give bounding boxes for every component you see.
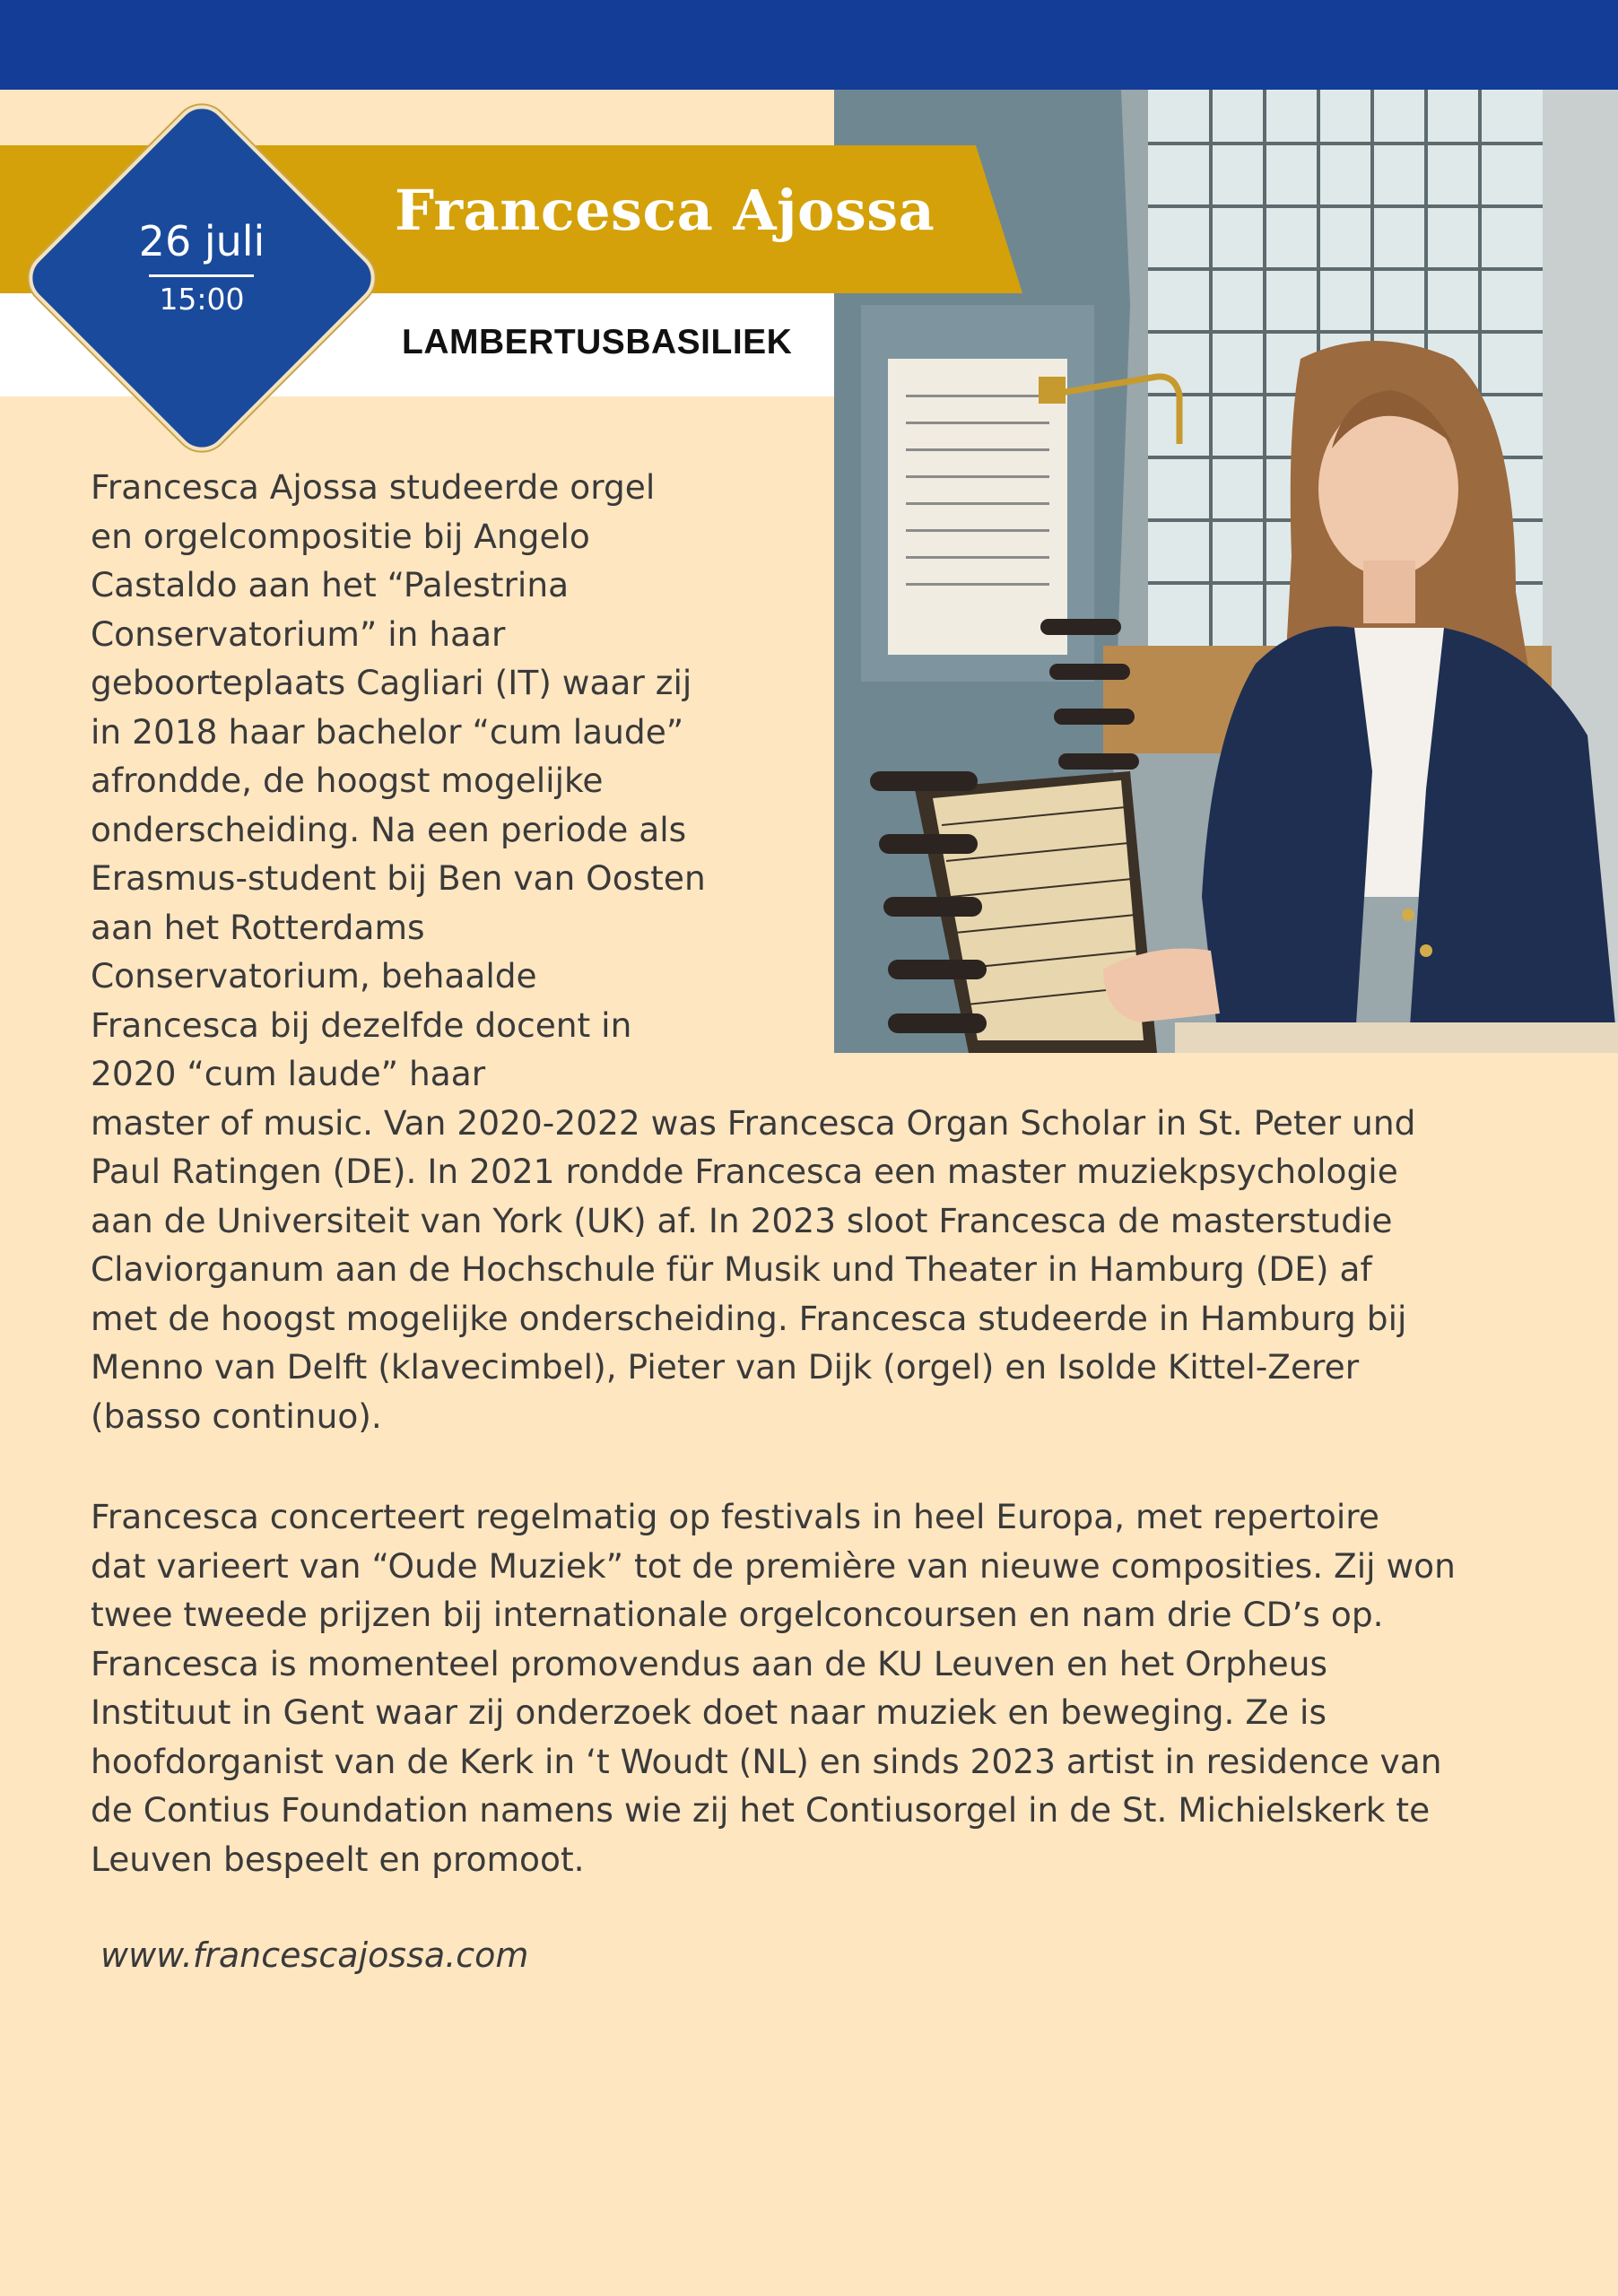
bio-line: Francesca Ajossa studeerde orgel: [91, 467, 656, 507]
bio-line: Instituut in Gent waar zij onderzoek doet naar muziek en beweging. Ze is: [91, 1692, 1327, 1732]
performer-name: Francesca Ajossa: [395, 178, 935, 243]
date-divider: [149, 274, 254, 277]
bio-line: Francesca bij dezelfde docent in: [91, 1004, 632, 1045]
bio-line: Francesca concerteert regelmatig op festivals in heel Europa, met repertoire: [91, 1497, 1379, 1536]
bio-line: aan de Universiteit van York (UK) af. In 2023 sloot Francesca de masterstudie: [91, 1200, 1393, 1240]
top-bar: [0, 0, 1618, 90]
venue-label: LAMBERTUSBASILIEK: [402, 323, 793, 361]
bio-line: Paul Ratingen (DE). In 2021 rondde Francesca een master muziekpsychologie: [91, 1152, 1398, 1191]
bio-line: Castaldo aan het “Palestrina: [91, 565, 570, 604]
bio-line: Claviorganum aan de Hochschule für Musik und Theater in Hamburg (DE) af: [91, 1249, 1372, 1289]
event-time: 15:00: [159, 282, 245, 317]
bio-line: in 2018 haar bachelor “cum laude”: [91, 711, 684, 752]
bio-line: afrondde, de hoogst mogelijke: [91, 761, 604, 800]
bio-line: Erasmus-student bij Ben van Oosten: [91, 858, 706, 898]
bio-line: en orgelcompositie bij Angelo: [91, 516, 590, 556]
bio-line: master of music. Van 2020-2022 was Francesca Organ Scholar in St. Peter und: [91, 1102, 1416, 1143]
bio-line: twee tweede prijzen bij internationale orgelconcoursen en nam drie CD’s op.: [91, 1595, 1384, 1634]
bio-line: hoofdorganist van de Kerk in ‘t Woudt (NL) en sinds 2023 artist in residence van: [91, 1741, 1442, 1781]
bio-paragraph-1: [91, 463, 1415, 1440]
bio-line: Conservatorium” in haar: [91, 613, 506, 654]
bio-line: Leuven bespeelt en promoot.: [91, 1839, 585, 1879]
bio-paragraph-2: [91, 1492, 1456, 1883]
bio-line: geboorteplaats Cagliari (IT) waar zij: [91, 663, 692, 702]
bio-line: Menno van Delft (klavecimbel), Pieter van Dijk (orgel) en Isolde Kittel-Zerer: [91, 1347, 1360, 1387]
bio-line: (basso continuo).: [91, 1396, 382, 1436]
bio-line: aan het Rotterdams: [91, 907, 425, 947]
bio-line: 2020 “cum laude” haar: [91, 1054, 486, 1093]
bio-line: Conservatorium, behaalde: [91, 956, 537, 996]
bio-line: met de hoogst mogelijke onderscheiding. Francesca studeerde in Hamburg bij: [91, 1298, 1407, 1338]
bio-line: dat varieert van “Oude Muziek” tot de première van nieuwe composities. Zij won: [91, 1545, 1456, 1586]
bio-line: onderscheiding. Na een periode als: [91, 809, 687, 849]
bio-line: de Contius Foundation namens wie zij het Contiusorgel in de St. Michielskerk te: [91, 1790, 1431, 1830]
website-link[interactable]: www.francescajossa.com: [100, 1935, 529, 1975]
event-date: 26 juli: [138, 217, 265, 265]
bio-line: Francesca is momenteel promovendus aan de KU Leuven en het Orpheus: [91, 1643, 1328, 1683]
